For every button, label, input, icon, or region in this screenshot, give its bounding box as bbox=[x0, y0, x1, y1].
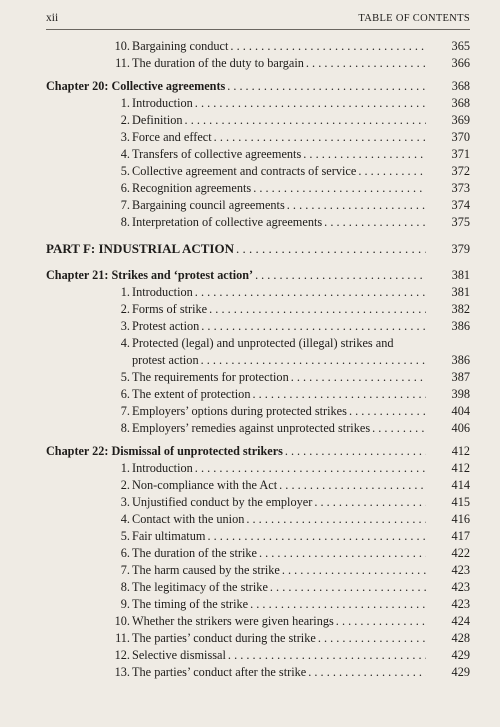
entry-leader bbox=[132, 180, 426, 197]
toc-section-entry bbox=[46, 369, 470, 386]
toc-section-entry bbox=[46, 664, 470, 681]
entry-title: Collective agreement and contracts of service bbox=[132, 164, 357, 178]
section-number: 4. bbox=[120, 512, 130, 526]
dot-leader bbox=[314, 494, 426, 511]
toc-section-entry bbox=[46, 129, 470, 146]
entry-leader bbox=[132, 163, 426, 180]
toc-section-entry bbox=[46, 335, 470, 369]
dot-leader bbox=[195, 460, 426, 477]
entry-title: The requirements for protection bbox=[132, 370, 289, 384]
section-number: 2. bbox=[120, 478, 130, 492]
entry-leader bbox=[132, 420, 426, 437]
toc-section-entry bbox=[46, 477, 470, 494]
section-number: 5. bbox=[120, 370, 130, 384]
dot-leader bbox=[236, 239, 426, 259]
entry-title: Interpretation of collective agreements bbox=[132, 215, 323, 229]
section-number: 3. bbox=[120, 319, 130, 333]
dot-leader bbox=[253, 180, 426, 197]
entry-leader bbox=[132, 596, 426, 613]
toc-part-entry bbox=[46, 239, 470, 259]
entry-leader bbox=[132, 528, 426, 545]
table-of-contents bbox=[46, 38, 470, 681]
toc-section-entry bbox=[46, 386, 470, 403]
page-ref: 386 bbox=[451, 319, 470, 333]
section-number: 7. bbox=[120, 563, 130, 577]
entry-leader bbox=[132, 318, 426, 335]
section-title-line2-row bbox=[132, 352, 426, 369]
toc-section-entry bbox=[46, 112, 470, 129]
page-ref: 404 bbox=[451, 404, 470, 418]
toc-section-entry bbox=[46, 214, 470, 231]
running-header bbox=[46, 9, 470, 30]
section-number: 12. bbox=[114, 648, 130, 662]
dot-leader bbox=[349, 403, 426, 420]
dot-leader bbox=[201, 352, 426, 369]
entry-title: Definition bbox=[132, 113, 183, 127]
entry-title: The parties’ conduct during the strike bbox=[132, 631, 316, 645]
toc-section-entry bbox=[46, 613, 470, 630]
toc-section-entry bbox=[46, 95, 470, 112]
entry-title: Non-compliance with the Act bbox=[132, 478, 278, 492]
entry-leader bbox=[132, 386, 426, 403]
entry-leader bbox=[132, 129, 426, 146]
spacer bbox=[46, 259, 470, 267]
entry-title: Protest action bbox=[132, 319, 200, 333]
entry-title: Chapter 22: Dismissal of unprotected strikers bbox=[46, 444, 283, 458]
dot-leader bbox=[207, 528, 426, 545]
page-ref: 365 bbox=[451, 39, 470, 53]
entry-leader bbox=[132, 284, 426, 301]
page-ref: 429 bbox=[451, 665, 470, 679]
entry-leader bbox=[132, 664, 426, 681]
dot-leader bbox=[252, 386, 426, 403]
dot-leader bbox=[259, 545, 426, 562]
dot-leader bbox=[185, 112, 426, 129]
page-ref: 423 bbox=[451, 597, 470, 611]
entry-leader bbox=[132, 494, 426, 511]
page-ref: 379 bbox=[451, 242, 470, 256]
page-ref: 387 bbox=[451, 370, 470, 384]
entry-title: Unjustified conduct by the employer bbox=[132, 495, 313, 509]
page-ref: 366 bbox=[451, 56, 470, 70]
entry-title: The extent of protection bbox=[132, 387, 251, 401]
section-number: 5. bbox=[120, 529, 130, 543]
section-number: 6. bbox=[120, 546, 130, 560]
dot-leader bbox=[195, 95, 426, 112]
section-number: 6. bbox=[120, 387, 130, 401]
toc-section-entry bbox=[46, 38, 470, 55]
section-number: 2. bbox=[120, 113, 130, 127]
section-number: 4. bbox=[120, 147, 130, 161]
entry-leader bbox=[132, 197, 426, 214]
entry-title: Forms of strike bbox=[132, 302, 208, 316]
toc-section-entry bbox=[46, 146, 470, 163]
section-number: 10. bbox=[114, 614, 130, 628]
entry-leader bbox=[46, 443, 426, 460]
page-ref: 422 bbox=[451, 546, 470, 560]
entry-title: Employers’ options during protected strikes bbox=[132, 404, 347, 418]
entry-title: Introduction bbox=[132, 461, 193, 475]
section-number: 3. bbox=[120, 495, 130, 509]
toc-section-entry bbox=[46, 318, 470, 335]
dot-leader bbox=[195, 284, 426, 301]
page-ref: 406 bbox=[451, 421, 470, 435]
running-title: TABLE OF CONTENTS bbox=[358, 13, 470, 24]
dot-leader bbox=[214, 129, 426, 146]
toc-section-entry bbox=[46, 460, 470, 477]
page-ref: 412 bbox=[451, 444, 470, 458]
dot-leader bbox=[209, 301, 426, 318]
entry-title: Force and effect bbox=[132, 130, 212, 144]
page-ref: 382 bbox=[451, 302, 470, 316]
entry-title: The duration of the strike bbox=[132, 546, 257, 560]
dot-leader bbox=[246, 511, 426, 528]
dot-leader bbox=[287, 197, 426, 214]
toc-section-entry bbox=[46, 647, 470, 664]
section-number: 11. bbox=[115, 631, 130, 645]
page-ref: 412 bbox=[451, 461, 470, 475]
dot-leader bbox=[230, 38, 426, 55]
page-ref: 369 bbox=[451, 113, 470, 127]
dot-leader bbox=[227, 78, 426, 95]
entry-title: Employers’ remedies against unprotected strikes bbox=[132, 421, 371, 435]
entry-title: Bargaining conduct bbox=[132, 39, 229, 53]
toc-section-entry bbox=[46, 596, 470, 613]
dot-leader bbox=[285, 443, 426, 460]
entry-leader bbox=[132, 647, 426, 664]
page-ref: 374 bbox=[451, 198, 470, 212]
dot-leader bbox=[306, 55, 426, 72]
entry-leader bbox=[132, 460, 426, 477]
toc-section-entry bbox=[46, 403, 470, 420]
toc-chapter-entry bbox=[46, 78, 470, 95]
dot-leader bbox=[255, 267, 426, 284]
entry-title: Introduction bbox=[132, 96, 193, 110]
toc-section-entry bbox=[46, 630, 470, 647]
entry-title: The harm caused by the strike bbox=[132, 563, 280, 577]
section-title-wrap bbox=[132, 335, 426, 369]
entry-leader bbox=[132, 630, 426, 647]
toc-section-entry bbox=[46, 579, 470, 596]
section-number: 2. bbox=[120, 302, 130, 316]
section-number: 8. bbox=[120, 421, 130, 435]
entry-leader bbox=[132, 55, 426, 72]
entry-leader bbox=[46, 267, 426, 284]
toc-section-entry bbox=[46, 562, 470, 579]
page-number: xii bbox=[46, 12, 59, 24]
entry-leader bbox=[132, 477, 426, 494]
entry-title: The legitimacy of the strike bbox=[132, 580, 268, 594]
page-ref: 375 bbox=[451, 215, 470, 229]
toc-chapter-entry bbox=[46, 267, 470, 284]
page-ref: 415 bbox=[451, 495, 470, 509]
toc-section-entry bbox=[46, 55, 470, 72]
dot-leader bbox=[308, 664, 426, 681]
dot-leader bbox=[336, 613, 426, 630]
page-ref: 381 bbox=[451, 268, 470, 282]
toc-section-entry bbox=[46, 197, 470, 214]
dot-leader bbox=[201, 318, 426, 335]
page-ref: 414 bbox=[451, 478, 470, 492]
page-ref: 368 bbox=[451, 79, 470, 93]
entry-title: Chapter 20: Collective agreements bbox=[46, 79, 226, 93]
entry-leader bbox=[132, 369, 426, 386]
entry-title: The duration of the duty to bargain bbox=[132, 56, 304, 70]
entry-title: The timing of the strike bbox=[132, 597, 249, 611]
section-number: 6. bbox=[120, 181, 130, 195]
section-number: 1. bbox=[120, 285, 130, 299]
dot-leader bbox=[318, 630, 426, 647]
entry-title: Introduction bbox=[132, 285, 193, 299]
dot-leader bbox=[303, 146, 426, 163]
page-ref: 423 bbox=[451, 563, 470, 577]
dot-leader bbox=[270, 579, 426, 596]
section-number: 9. bbox=[120, 597, 130, 611]
page-ref: 370 bbox=[451, 130, 470, 144]
dot-leader bbox=[279, 477, 426, 494]
toc-section-entry bbox=[46, 511, 470, 528]
section-title-line2: protest action bbox=[132, 353, 199, 367]
entry-title: Recognition agreements bbox=[132, 181, 252, 195]
entry-title: Whether the strikers were given hearings bbox=[132, 614, 334, 628]
page-ref: 428 bbox=[451, 631, 470, 645]
section-number: 1. bbox=[120, 461, 130, 475]
section-number: 3. bbox=[120, 130, 130, 144]
toc-section-entry bbox=[46, 180, 470, 197]
section-number: 7. bbox=[120, 198, 130, 212]
entry-title: The parties’ conduct after the strike bbox=[132, 665, 307, 679]
toc-section-entry bbox=[46, 494, 470, 511]
dot-leader bbox=[250, 596, 426, 613]
entry-title: Bargaining council agreements bbox=[132, 198, 285, 212]
entry-leader bbox=[132, 112, 426, 129]
section-number: 1. bbox=[120, 96, 130, 110]
page-ref: 368 bbox=[451, 96, 470, 110]
section-number: 4. bbox=[120, 336, 130, 350]
entry-leader bbox=[132, 403, 426, 420]
dot-leader bbox=[291, 369, 426, 386]
entry-title: Transfers of collective agreements bbox=[132, 147, 302, 161]
toc-section-entry bbox=[46, 545, 470, 562]
entry-leader bbox=[132, 562, 426, 579]
section-number: 10. bbox=[114, 39, 130, 53]
section-number: 8. bbox=[120, 580, 130, 594]
page-ref: 417 bbox=[451, 529, 470, 543]
section-number: 5. bbox=[120, 164, 130, 178]
entry-leader bbox=[132, 511, 426, 528]
entry-leader bbox=[132, 613, 426, 630]
page-ref: 424 bbox=[451, 614, 470, 628]
page-ref: 429 bbox=[451, 648, 470, 662]
section-title-line1: Protected (legal) and unprotected (illegal) strikes and bbox=[132, 336, 394, 350]
spacer bbox=[46, 231, 470, 239]
entry-title: Chapter 21: Strikes and ‘protest action’ bbox=[46, 268, 254, 282]
entry-title: Fair ultimatum bbox=[132, 529, 206, 543]
entry-leader bbox=[132, 95, 426, 112]
entry-title: PART F: INDUSTRIAL ACTION bbox=[46, 241, 234, 256]
toc-section-entry bbox=[46, 163, 470, 180]
section-number: 11. bbox=[115, 56, 130, 70]
entry-title: Selective dismissal bbox=[132, 648, 226, 662]
page-ref: 381 bbox=[451, 285, 470, 299]
section-number: 7. bbox=[120, 404, 130, 418]
entry-leader bbox=[46, 78, 426, 95]
page-ref: 416 bbox=[451, 512, 470, 526]
entry-leader bbox=[132, 214, 426, 231]
page-ref: 371 bbox=[451, 147, 470, 161]
entry-leader bbox=[132, 579, 426, 596]
page-ref: 398 bbox=[451, 387, 470, 401]
page-ref: 423 bbox=[451, 580, 470, 594]
entry-leader bbox=[132, 301, 426, 318]
dot-leader bbox=[228, 647, 426, 664]
entry-leader bbox=[132, 545, 426, 562]
dot-leader bbox=[282, 562, 426, 579]
entry-leader bbox=[132, 146, 426, 163]
section-number: 8. bbox=[120, 215, 130, 229]
page-ref: 373 bbox=[451, 181, 470, 195]
toc-section-entry bbox=[46, 528, 470, 545]
toc-section-entry bbox=[46, 284, 470, 301]
entry-leader bbox=[46, 239, 426, 259]
page-ref: 372 bbox=[451, 164, 470, 178]
entry-leader bbox=[132, 38, 426, 55]
page-ref: 386 bbox=[451, 353, 470, 367]
entry-title: Contact with the union bbox=[132, 512, 245, 526]
toc-section-entry bbox=[46, 301, 470, 318]
dot-leader bbox=[324, 214, 426, 231]
dot-leader bbox=[358, 163, 426, 180]
toc-section-entry bbox=[46, 420, 470, 437]
toc-chapter-entry bbox=[46, 443, 470, 460]
section-number: 13. bbox=[114, 665, 130, 679]
dot-leader bbox=[372, 420, 426, 437]
